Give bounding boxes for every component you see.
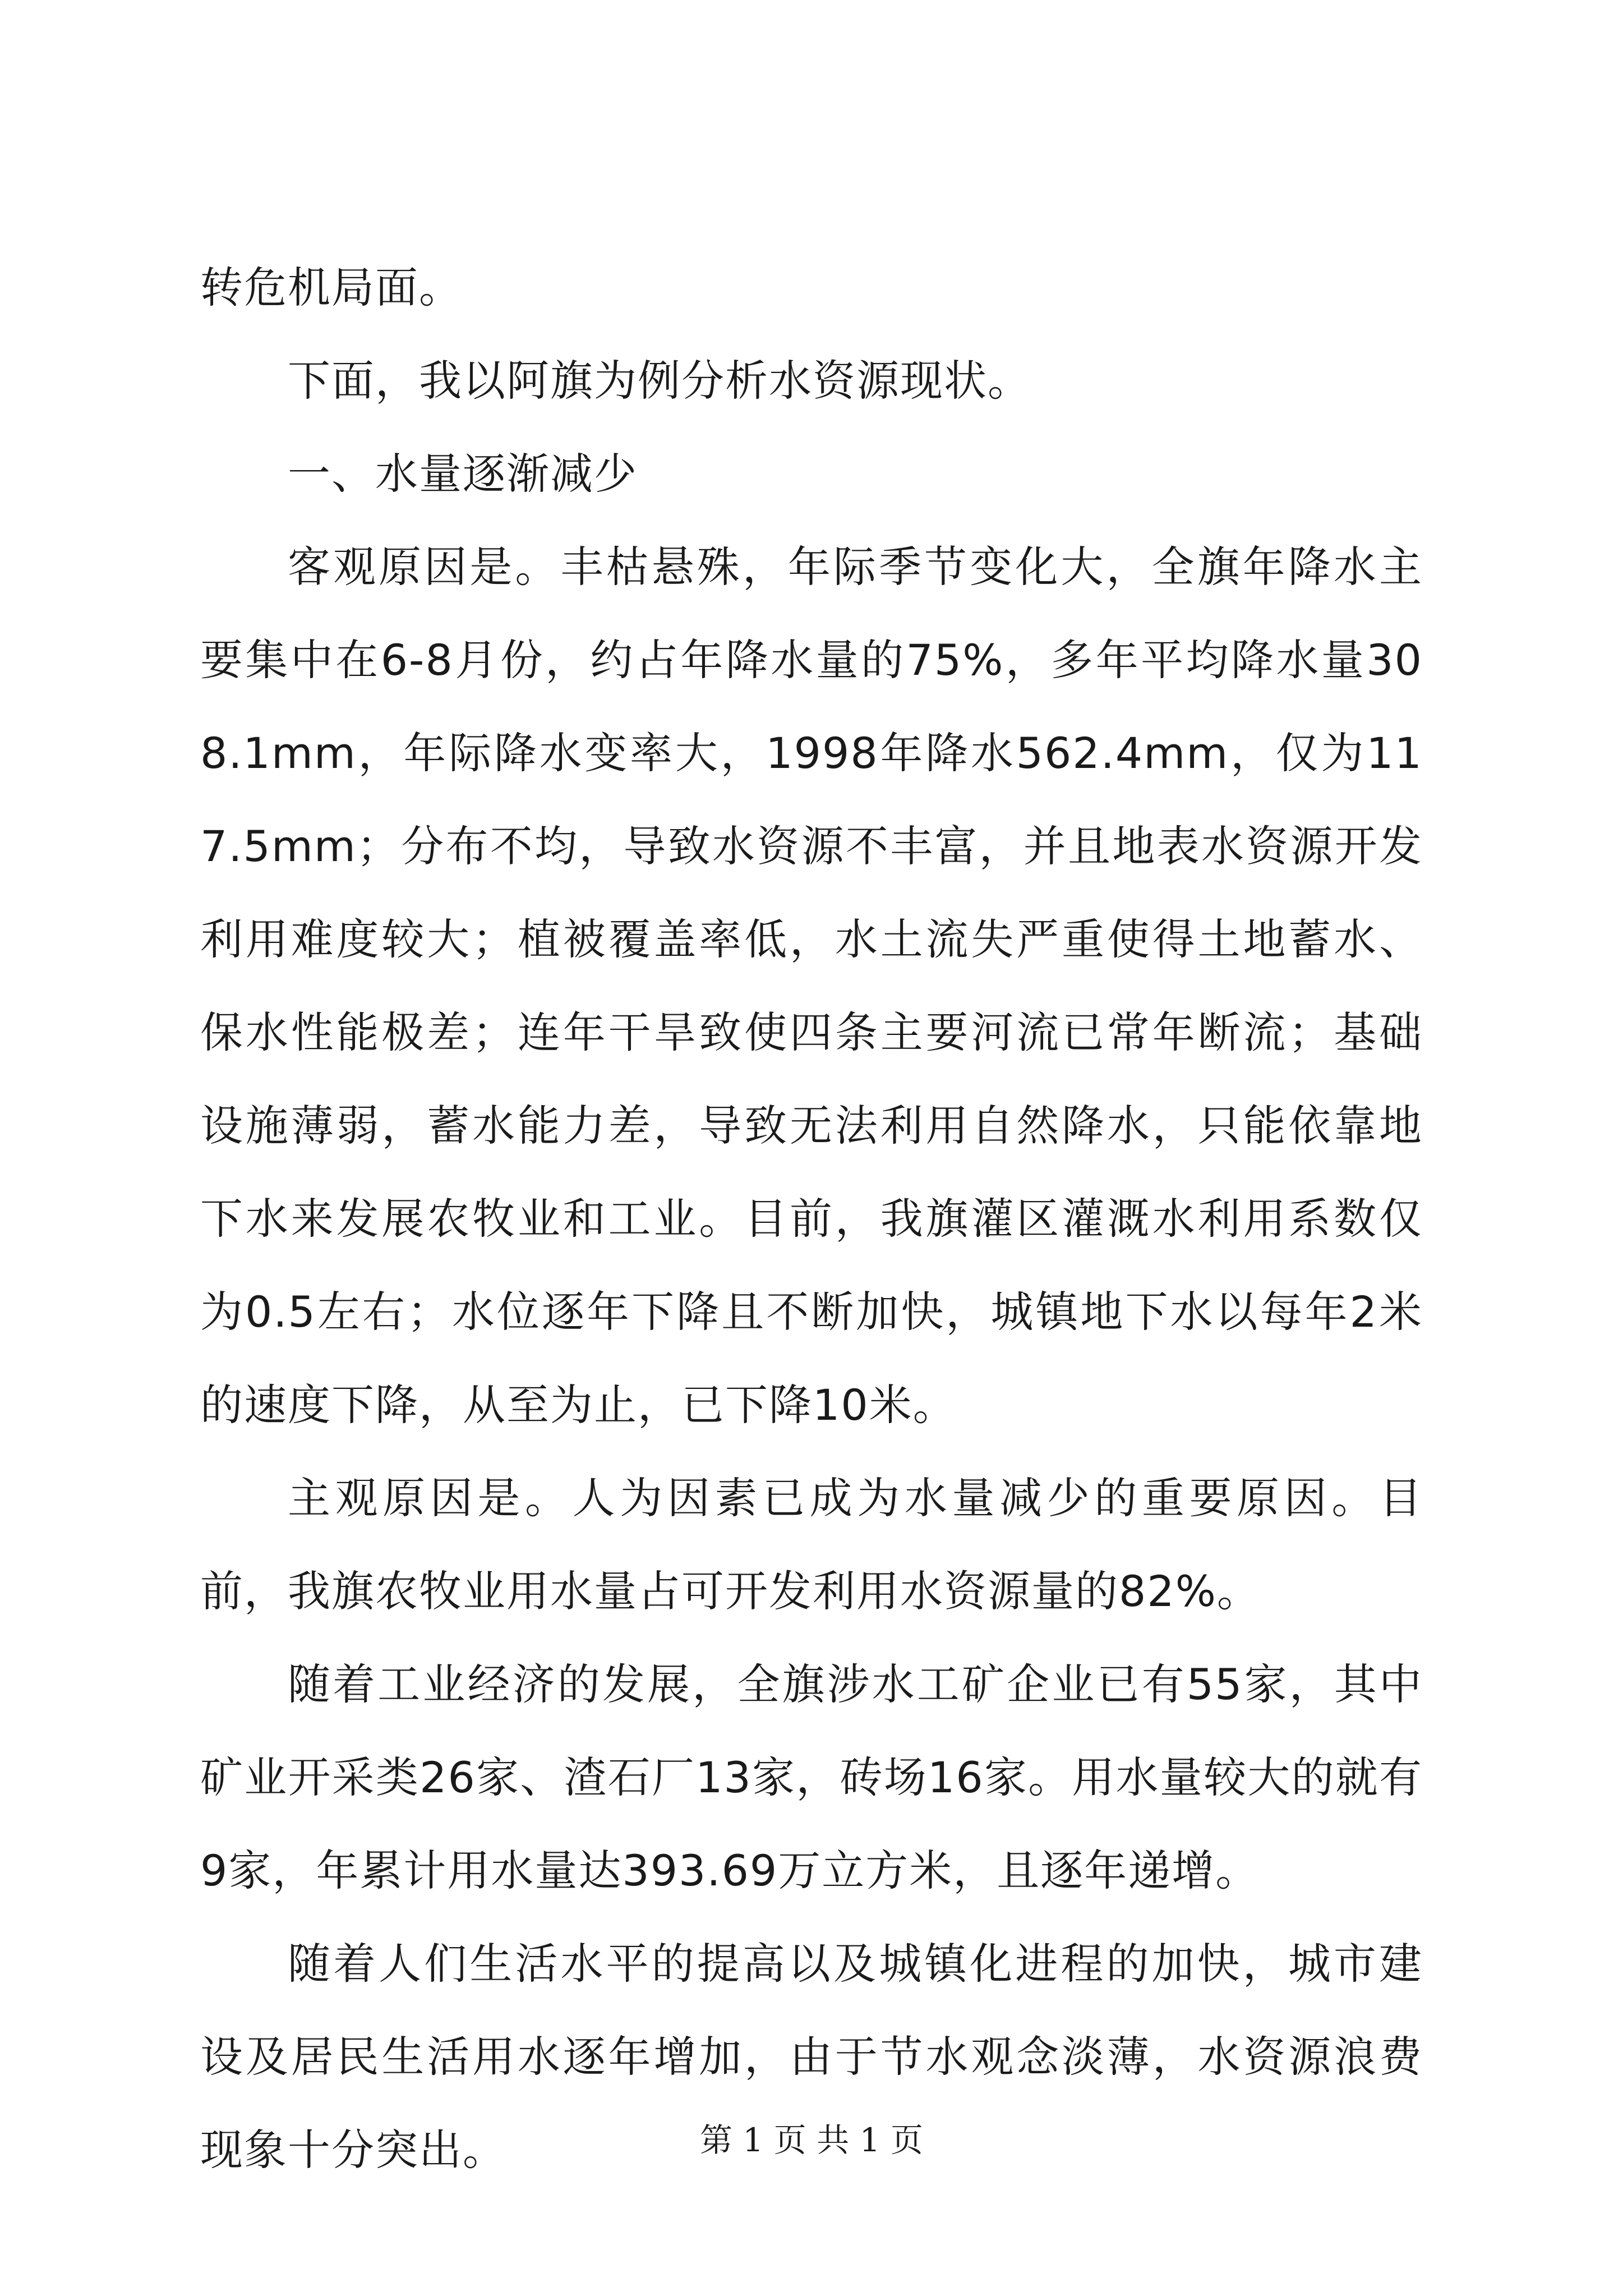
paragraph-1: 转危机局面。 — [200, 263, 463, 312]
document-body — [200, 241, 1423, 2197]
paragraph-2: 下面，我以阿旗为例分析水资源现状。 — [288, 356, 1031, 406]
paragraph-industry: 随着工业经济的发展，全旗涉水工矿企业已有55家，其中矿业开采类26家、渣石厂13家，砖场16家。用水量较大的就有9家，年累计用水量达393.69万立方米，且逐年递增。 — [200, 1659, 1423, 1895]
section-heading: 一、水量逐渐减少 — [288, 449, 638, 499]
paragraph-subjective-causes: 主观原因是。人为因素已成为水量减少的重要原因。目前，我旗农牧业用水量占可开发利用水资源量的82%。 — [200, 1473, 1423, 1616]
paragraph-urban-use: 随着人们生活水平的提高以及城镇化进程的加快，城市建设及居民生活用水逐年增加，由于节水观念淡薄，水资源浪费现象十分突出。 — [200, 1939, 1423, 2175]
paragraph-objective-causes: 客观原因是。丰枯悬殊，年际季节变化大，全旗年降水主要集中在6-8月份，约占年降水量的75%，多年平均降水量308.1mm，年际降水变率大，1998年降水562.4mm，仅为117.5mm；分布不均，导致水资源不丰富，并且地表水资源开发利用难度较大；植被覆盖率低，水土流失严重使得土地蓄水、保水性能极差；连年干旱致使四条主要河流已常年断流；基础设施薄弱，蓄水能力差，导致无法利用自然降水，只能依靠地下水来发展农牧业和工业。目前，我旗灌区灌溉水利用系数仅为0.5左右；水位逐年下降且不断加快，城镇地下水以每年2米的速度下降，从至为止，已下降10米。 — [200, 542, 1423, 1430]
page-footer: 第 1 页 共 1 页 — [700, 2121, 923, 2159]
